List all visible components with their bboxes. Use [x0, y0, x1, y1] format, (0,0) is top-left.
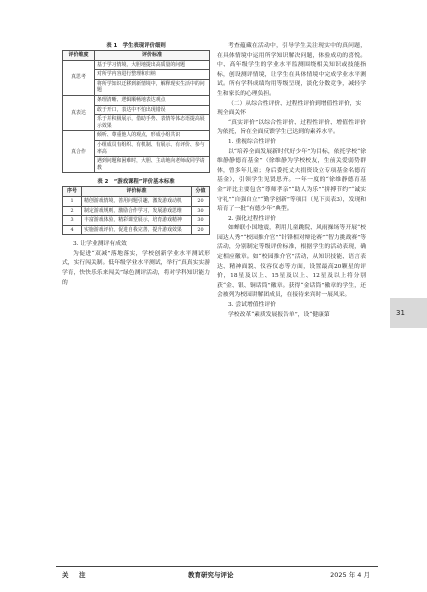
body-paragraph: 以“培养全面发展新时代好少年”为目标，依托学校“徐维静静德育基金”（徐维静为学校校友，生前关爱弱势群体，曾多年儿童；身后委托丈夫捐资设立专项基金名德育基金），引领学生见贤思齐。一年一度的“徐维静德育基金”评比主要包含“尊师孝亲”“助人为乐”“拼搏节约”“诚实守礼”“自强自立”“勤学创新”等项目（见下页表3），发现和培育了一批“有德少年”典型。 — [217, 148, 366, 213]
table1-item: 倾听、尊重他人的观点，形成小组共识 — [95, 131, 210, 141]
body-paragraph: 考查蕴藏在活动中，引导学生关注现实中的真问题，在具体情境中运用所学知识解决问题，体验成功的喜悦。中、高年级学生的学业水平监测围绕相关知识或技能指标，创设测评情境，让学生在具体情境中完成学业水平测试。所有学科成绩均用等级呈现，淡化分数竞争，减轻学生和家长的心理负担。 — [217, 43, 366, 97]
section-heading: 3. 让学业测评有成效 — [73, 241, 127, 248]
table2-number: 4 — [63, 225, 82, 235]
table-row — [63, 216, 210, 226]
table2-standard: 精创游戏情境，善用问题引趣，激发游戏动机 — [82, 196, 192, 206]
table1-item: 对所学内容进行整理和归纳 — [95, 70, 210, 80]
table2-standard: 实施游戏评价，促进自我完善，提升游戏效果 — [82, 225, 192, 235]
body-paragraph: 为促进“双减”落地落实，学校创新学业水平测试形式，实行闯关制。低年级学业水平测试，举行“真真实实游学育，快快乐乐来闯关”绿色测评活动，将对学科知识能力的 — [62, 250, 210, 286]
section-heading: （二）从综合性评价、过程性评价到增值性评价，实现全面关怀 — [217, 100, 362, 117]
table1-item: 基于学习情境，大胆地提出高质量的问题 — [95, 60, 210, 70]
table2-header-score: 分值 — [192, 187, 210, 197]
footer-section-label: 关 注 — [62, 571, 88, 579]
page-footer — [56, 566, 378, 581]
body-paragraph: “真实评价”以综合性评价、过程性评价、增值性评价为依托，旨在全面反馈学生已达到的素养水平。 — [217, 119, 366, 136]
table2-caption: 表 2 “游戏课程”评价基本标准 — [97, 179, 175, 186]
table2-score: 30 — [192, 206, 210, 216]
table2-header-row — [63, 187, 210, 197]
page-number-tab: 31 — [390, 298, 427, 328]
right-column — [217, 42, 366, 320]
table2-standard: 制定游戏规则，激励合作学习，发展游戏思维 — [82, 206, 192, 216]
table1-item: 小组成员有组织、有机制、有展示、有评价、参与率高 — [95, 140, 210, 156]
table-row — [63, 131, 210, 141]
footer-journal-title: 教育研究与评论 — [188, 571, 234, 579]
table-row — [63, 206, 210, 216]
table1-category: 真合作 — [63, 131, 95, 173]
table1-category: 真表达 — [63, 95, 95, 130]
table1-item: 条理清晰、逻辑顺畅地表达观点 — [95, 95, 210, 105]
table1-header-dimension: 评价维度 — [63, 51, 95, 61]
table1-item: 将所学知识迁移到新情境中，解释现实生活中的问题 — [95, 79, 210, 95]
table1-item: 敢于开口，表达中不怕出现错误 — [95, 105, 210, 115]
table-row — [63, 196, 210, 206]
table2-header-standard: 评价标准 — [82, 187, 192, 197]
footer-issue-date: 2025 年 4 月 — [330, 571, 370, 579]
table2-score: 30 — [192, 216, 210, 226]
section-heading: 1. 重视综合性评价 — [228, 138, 276, 145]
table1-item: 遇到问题和困难时，大胆、主动地向老师或同学请教 — [95, 157, 210, 173]
table2-standard: 丰富游戏体验，精彩课堂展示，培育游戏精神 — [82, 216, 192, 226]
table1 — [62, 50, 210, 173]
table2-number: 1 — [63, 196, 82, 206]
body-paragraph: 学校改革“素质发展报告单”，设“健康第 — [228, 311, 330, 318]
table-row — [63, 60, 210, 70]
body-paragraph: 如蝉联小国地震，利用儿童跳院、风雨操场等开展“校园达人秀”“校园推介官”“针锋相对辩论赛”“智力挑战赛”等活动，分别制定等级评价标准，根据学生的活动表现，确定相应徽章。如“校园推介官”活动，从知识技能、语言表达、精神面貌、仪容仪态等方面，设置最高20颗星的评价，18星及以上、15星及以上、12星及以上将分别获“金、银、铜话筒”徽章。获得“金话筒”徽章的学生，还会被列为校园讲解团成员，在接待来宾时一展风采。 — [217, 225, 366, 299]
table1-category: 真思考 — [63, 60, 95, 95]
section-heading: 2. 强化过程性评价 — [228, 215, 276, 222]
table2-number: 2 — [63, 206, 82, 216]
table2-score: 20 — [192, 225, 210, 235]
table1-header-standard: 评价标准 — [95, 51, 210, 61]
table1-header-row — [63, 51, 210, 61]
table1-caption: 表 1 学生表现评价细则 — [106, 43, 166, 49]
table-row — [63, 95, 210, 105]
table2-number: 3 — [63, 216, 82, 226]
table2-score: 20 — [192, 196, 210, 206]
table-row — [63, 225, 210, 235]
table2 — [62, 186, 210, 235]
left-column — [62, 42, 210, 288]
section-heading: 3. 尝试增值性评价 — [228, 302, 276, 309]
table1-item: 乐于并积极展示，借助手势、表情等体态语提高展示效果 — [95, 115, 210, 131]
table2-header-number: 序号 — [63, 187, 82, 197]
